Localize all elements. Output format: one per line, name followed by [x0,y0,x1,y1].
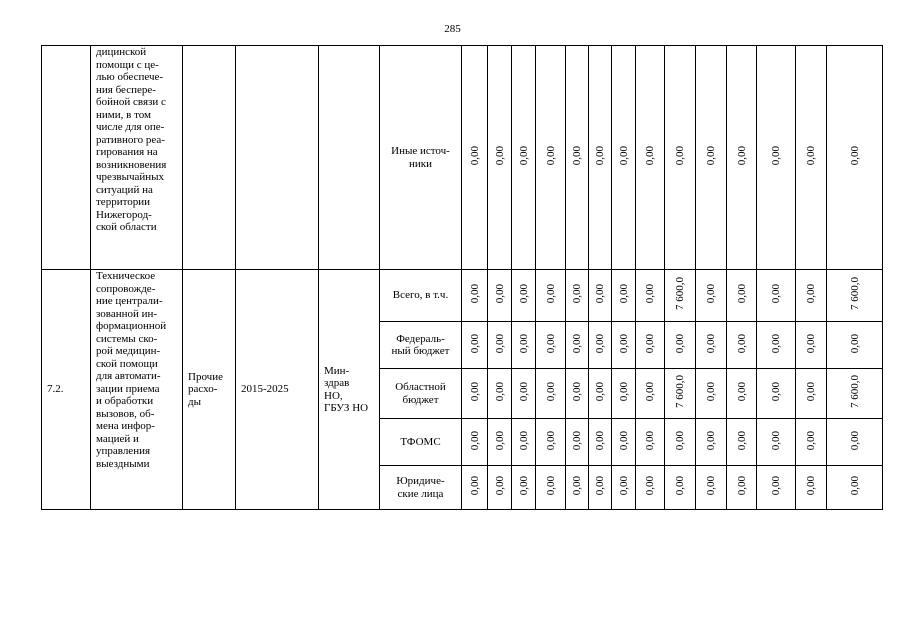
value-cell [796,46,827,270]
value-text: 0,00 [468,284,481,304]
table-row [42,46,883,270]
value-cell [636,322,665,369]
value-cell [536,46,566,270]
value-text: 0,00 [544,476,557,496]
value-cell [636,46,665,270]
value-cell [696,322,727,369]
value-text: 7 600,0 [674,375,686,409]
value-text: 7 600,0 [674,277,686,311]
value-cell [612,419,636,466]
value-text: 0,00 [544,284,557,304]
value-text: 0,00 [493,284,506,304]
value-text: 0,00 [544,382,557,402]
budget-table [41,45,883,510]
value-cell [636,369,665,419]
funding-source: Федераль- ный бюджет [380,322,462,369]
item-description: дицинской помощи с це- лью обеспече- ния беспере- бойной связи с ними, в том числе для опе- ративного реа- гирования на возникновения чрезвычайных ситуаций на территории Нижегород- ской области [91,46,183,270]
value-text: 0,00 [594,382,606,402]
value-text: 0,00 [617,476,630,496]
value-cell [462,369,488,419]
value-cell [727,270,757,322]
value-cell [566,322,589,369]
value-cell [566,270,589,322]
value-text: 0,00 [674,476,686,496]
value-text: 0,00 [735,333,748,353]
value-text: 0,00 [644,333,656,353]
value-text: 0,00 [571,476,583,496]
value-cell [665,419,696,466]
value-text: 0,00 [544,430,557,450]
value-text: 0,00 [735,146,748,166]
value-text: 0,00 [617,146,630,166]
value-text: 0,00 [770,430,782,450]
value-text: 0,00 [493,333,506,353]
value-text: 0,00 [594,146,606,166]
value-text: 0,00 [594,333,606,353]
value-cell [462,322,488,369]
value-text: 0,00 [770,382,782,402]
value-cell [757,46,796,270]
value-text: 0,00 [571,333,583,353]
funding-source: ТФОМС [380,419,462,466]
value-cell [796,369,827,419]
value-text: 0,00 [571,146,583,166]
value-cell [796,419,827,466]
value-cell [566,466,589,510]
value-text: 0,00 [848,476,861,496]
value-text: 0,00 [805,333,817,353]
value-text: 0,00 [674,430,686,450]
value-cell [566,369,589,419]
value-text: 0,00 [770,476,782,496]
value-cell [536,270,566,322]
value-text: 0,00 [468,476,481,496]
value-cell [827,419,883,466]
table-row [42,270,883,322]
executor: Мин- здрав НО, ГБУЗ НО [319,270,380,510]
value-text: 0,00 [644,284,656,304]
value-cell [665,46,696,270]
value-cell [796,270,827,322]
value-cell [589,369,612,419]
value-cell [757,419,796,466]
value-text: 0,00 [805,476,817,496]
value-text: 0,00 [468,430,481,450]
value-cell [512,369,536,419]
expense-type [183,46,236,270]
value-text: 0,00 [644,146,656,166]
value-cell [488,419,512,466]
value-text: 0,00 [770,284,782,304]
value-cell [757,466,796,510]
value-text: 0,00 [517,430,530,450]
value-cell [612,369,636,419]
value-cell [757,322,796,369]
value-cell [636,270,665,322]
value-cell [589,46,612,270]
value-text: 0,00 [594,284,606,304]
value-text: 0,00 [735,476,748,496]
value-text: 0,00 [594,430,606,450]
value-cell [696,270,727,322]
value-cell [727,46,757,270]
value-text: 0,00 [617,382,630,402]
value-cell [566,419,589,466]
value-text: 0,00 [705,382,717,402]
funding-source: Иные источ- ники [380,46,462,270]
value-cell [727,466,757,510]
value-cell [757,369,796,419]
value-text: 0,00 [517,284,530,304]
value-cell [488,369,512,419]
value-text: 0,00 [705,333,717,353]
value-cell [536,322,566,369]
value-text: 0,00 [617,430,630,450]
value-text: 0,00 [571,284,583,304]
value-cell [488,466,512,510]
value-text: 0,00 [705,284,717,304]
value-text: 0,00 [705,430,717,450]
item-number: 7.2. [42,270,91,510]
value-text: 0,00 [644,476,656,496]
value-text: 0,00 [735,284,748,304]
value-text: 0,00 [493,430,506,450]
value-text: 0,00 [805,430,817,450]
value-cell [827,322,883,369]
value-cell [696,46,727,270]
value-cell [636,466,665,510]
value-cell [589,419,612,466]
item-description: Техническое сопровожде- ние централи- зованной ин- формационной системы ско- рой медицин- ской помощи для автомати- зации приема и обработки вызовов, об- мена инфор- мацией и управления выездными [91,270,183,510]
funding-source: Юридиче- ские лица [380,466,462,510]
value-cell [488,46,512,270]
value-cell [589,466,612,510]
value-cell [589,322,612,369]
value-text: 0,00 [805,382,817,402]
value-text: 0,00 [805,146,817,166]
value-cell [696,419,727,466]
value-text: 0,00 [848,333,861,353]
value-cell [512,322,536,369]
value-cell [462,46,488,270]
funding-source: Областной бюджет [380,369,462,419]
value-cell [696,369,727,419]
value-cell [727,419,757,466]
value-text: 0,00 [848,430,861,450]
value-cell [462,466,488,510]
value-cell [462,270,488,322]
value-text: 0,00 [517,476,530,496]
value-text: 7 600,0 [848,277,861,311]
period [236,46,319,270]
value-cell [757,270,796,322]
value-cell [665,369,696,419]
value-text: 0,00 [571,430,583,450]
value-text: 0,00 [571,382,583,402]
value-cell [488,270,512,322]
value-text: 0,00 [644,430,656,450]
funding-source: Всего, в т.ч. [380,270,462,322]
value-text: 0,00 [517,333,530,353]
value-text: 0,00 [735,430,748,450]
value-cell [636,419,665,466]
value-cell [665,270,696,322]
value-cell [536,369,566,419]
value-cell [827,369,883,419]
value-cell [536,466,566,510]
value-text: 0,00 [544,333,557,353]
value-cell [512,419,536,466]
value-text: 0,00 [468,146,481,166]
value-text: 0,00 [770,333,782,353]
value-text: 0,00 [493,476,506,496]
value-cell [612,270,636,322]
value-cell [727,369,757,419]
value-cell [512,46,536,270]
value-cell [512,466,536,510]
page-number: 285 [444,23,461,35]
value-cell [796,466,827,510]
value-text: 0,00 [468,333,481,353]
value-text: 0,00 [617,333,630,353]
value-text: 0,00 [735,382,748,402]
value-text: 7 600,0 [848,375,861,409]
value-text: 0,00 [493,146,506,166]
value-cell [612,46,636,270]
value-text: 0,00 [805,284,817,304]
value-text: 0,00 [705,476,717,496]
value-text: 0,00 [617,284,630,304]
value-text: 0,00 [594,476,606,496]
value-cell [512,270,536,322]
value-text: 0,00 [770,146,782,166]
value-text: 0,00 [644,382,656,402]
value-cell [827,466,883,510]
value-cell [827,270,883,322]
value-text: 0,00 [517,382,530,402]
item-number [42,46,91,270]
value-cell [462,419,488,466]
value-text: 0,00 [705,146,717,166]
value-cell [827,46,883,270]
value-cell [566,46,589,270]
value-cell [612,322,636,369]
value-text: 0,00 [517,146,530,166]
value-text: 0,00 [493,382,506,402]
value-cell [665,466,696,510]
value-text: 0,00 [468,382,481,402]
executor [319,46,380,270]
value-cell [536,419,566,466]
value-text: 0,00 [674,333,686,353]
value-cell [696,466,727,510]
value-cell [796,322,827,369]
period: 2015-2025 [236,270,319,510]
value-text: 0,00 [544,146,557,166]
value-cell [727,322,757,369]
value-text: 0,00 [674,146,686,166]
value-cell [665,322,696,369]
value-text: 0,00 [848,146,861,166]
value-cell [488,322,512,369]
value-cell [612,466,636,510]
expense-type: Прочие расхо- ды [183,270,236,510]
value-cell [589,270,612,322]
